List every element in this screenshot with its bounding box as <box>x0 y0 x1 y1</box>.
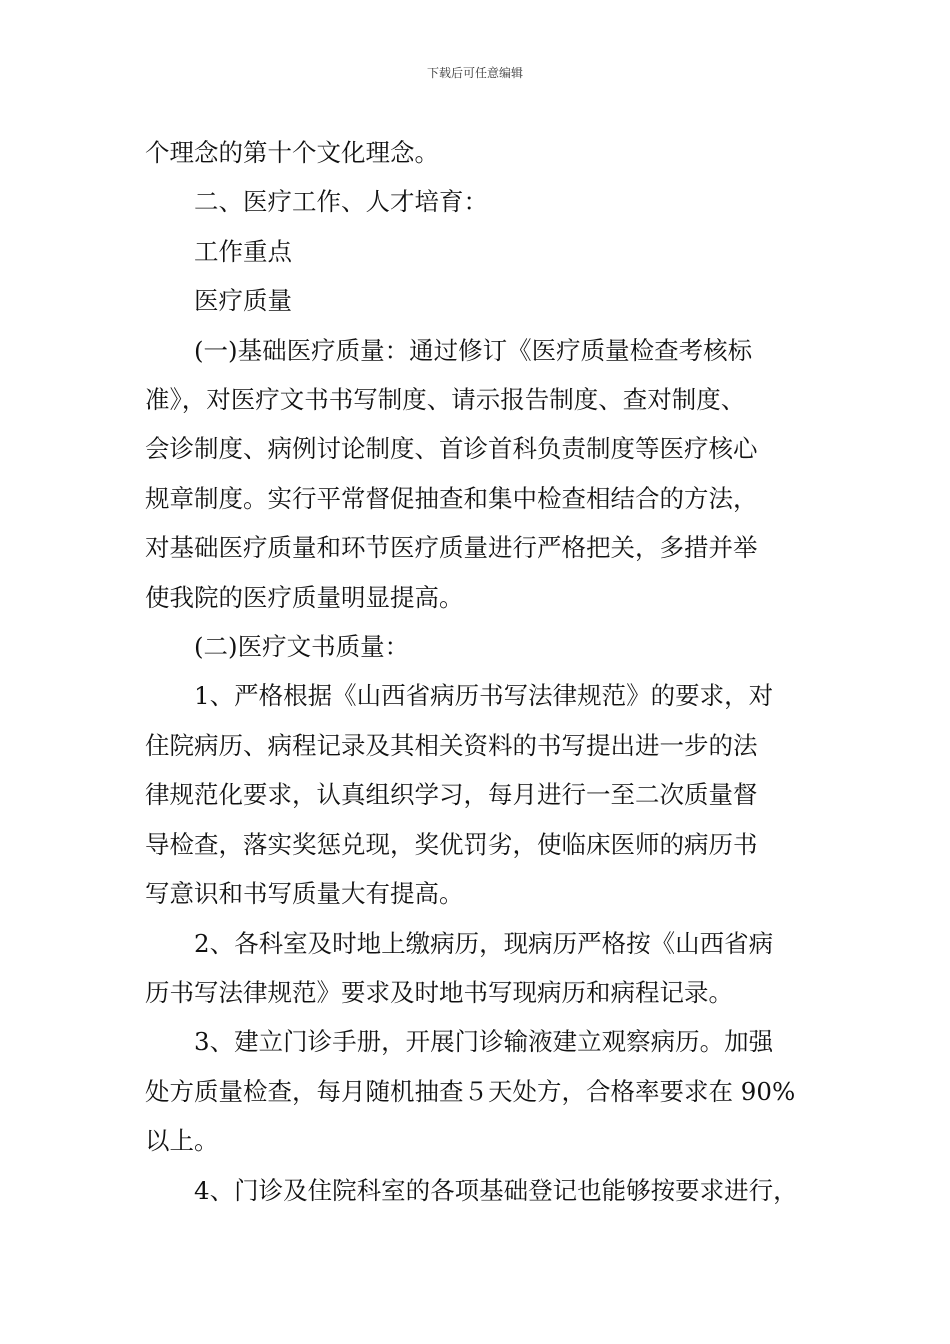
text-line: 4、门诊及住院科室的各项基础登记也能够按要求进行， <box>194 1175 798 1205</box>
text-line: 住院病历、病程记录及其相关资料的书写提出进一步的法 <box>145 730 758 760</box>
text-line: 使我院的医疗质量明显提高。 <box>145 582 464 612</box>
text-line: 以上。 <box>145 1126 219 1156</box>
paragraph <box>145 671 810 918</box>
text-line: 对基础医疗质量和环节医疗质量进行严格把关，多措并举 <box>145 533 758 563</box>
text-line: 2、各科室及时地上缴病历，现病历严格按《山西省病 <box>194 928 774 958</box>
paragraph <box>145 622 810 671</box>
paragraph <box>145 326 810 622</box>
text-line: 处方质量检查，每月随机抽查５天处方，合格率要求在 90% <box>145 1076 796 1106</box>
paragraph <box>145 177 810 226</box>
text-line: 规章制度。实行平常督促抽查和集中检查相结合的方法， <box>145 483 758 513</box>
page-header: 下载后可任意编辑 <box>426 66 523 80</box>
text-line: 会诊制度、病例讨论制度、首诊首科负责制度等医疗核心 <box>145 434 758 464</box>
section-heading: 二、医疗工作、人才培育： <box>194 187 488 217</box>
subheading: (二)医疗文书质量： <box>194 632 410 662</box>
text-line: 3、建立门诊手册，开展门诊输液建立观察病历。加强 <box>194 1027 774 1057</box>
subheading: 工作重点 <box>194 236 292 266</box>
text-line: 历书写法律规范》要求及时地书写现病历和病程记录。 <box>145 977 733 1007</box>
paragraph <box>145 919 810 1018</box>
paragraph <box>145 276 810 325</box>
text-line: 写意识和书写质量大有提高。 <box>145 879 464 909</box>
text-line: 1、严格根据《山西省病历书写法律规范》的要求，对 <box>194 681 774 711</box>
paragraph <box>145 227 810 276</box>
document-body <box>145 128 810 1215</box>
text-line: 准》，对医疗文书书写制度、请示报告制度、查对制度、 <box>145 385 746 415</box>
text-line: 律规范化要求，认真组织学习，每月进行一至二次质量督 <box>145 780 758 810</box>
text-line: (一)基础医疗质量：通过修订《医疗质量检查考核标 <box>194 335 753 365</box>
paragraph <box>145 128 810 177</box>
text-line: 导检查，落实奖惩兑现，奖优罚劣，使临床医师的病历书 <box>145 829 758 859</box>
text-line: 个理念的第十个文化理念。 <box>145 138 439 167</box>
subheading: 医疗质量 <box>194 286 292 316</box>
paragraph <box>145 1166 810 1215</box>
paragraph <box>145 1017 810 1165</box>
